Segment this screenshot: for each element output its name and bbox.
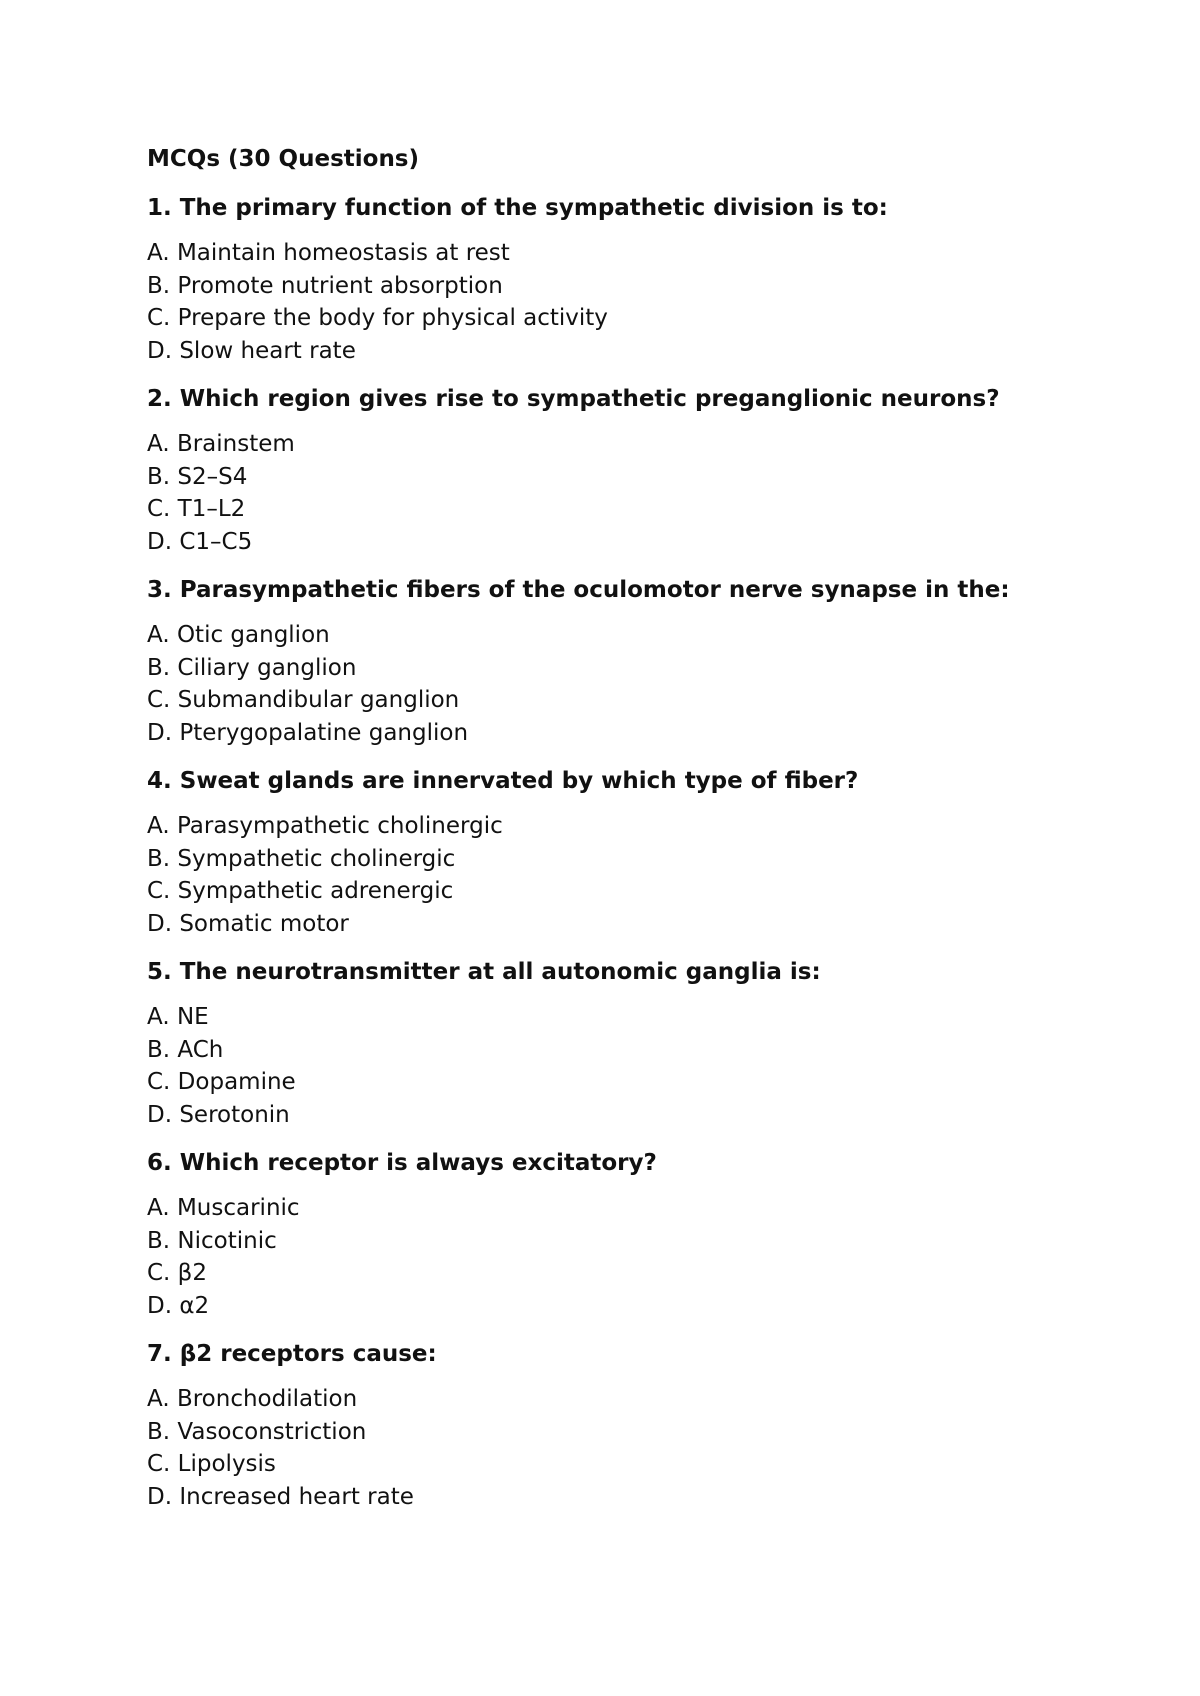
option-a: A. Otic ganglion	[147, 622, 330, 648]
option-c: C. T1–L2	[147, 496, 246, 522]
question-6	[147, 1146, 1107, 1322]
document-page	[147, 142, 1107, 1513]
question-3	[147, 573, 1107, 749]
option-d: D. Pterygopalatine ganglion	[147, 719, 469, 746]
question-1	[147, 191, 1107, 367]
option-b: B. ACh	[147, 1036, 224, 1063]
option-d: D. C1–C5	[147, 528, 253, 555]
option-c: C. Prepare the body for physical activity	[147, 305, 608, 331]
option-a: A. Brainstem	[147, 431, 295, 457]
option-c: C. Sympathetic adrenergic	[147, 878, 454, 904]
option-c: C. Submandibular ganglion	[147, 687, 460, 713]
option-a: A. Maintain homeostasis at rest	[147, 240, 510, 266]
question-text: 1. The primary function of the sympathetic division is to:	[147, 195, 888, 221]
option-c: C. β2	[147, 1260, 207, 1286]
question-text: 6. Which receptor is always excitatory?	[147, 1150, 657, 1176]
question-text: 5. The neurotransmitter at all autonomic ganglia is:	[147, 959, 821, 985]
option-b: B. S2–S4	[147, 463, 248, 490]
option-d: D. Somatic motor	[147, 910, 349, 937]
question-text: 3. Parasympathetic fibers of the oculomotor nerve synapse in the:	[147, 577, 1010, 603]
question-text: 2. Which region gives rise to sympathetic preganglionic neurons?	[147, 386, 1000, 412]
option-d: D. Increased heart rate	[147, 1483, 414, 1510]
page-title: MCQs (30 Questions)	[147, 146, 420, 172]
option-a: A. Muscarinic	[147, 1195, 300, 1221]
option-c: C. Lipolysis	[147, 1451, 276, 1477]
question-2	[147, 382, 1107, 558]
option-d: D. Slow heart rate	[147, 337, 356, 364]
question-5	[147, 955, 1107, 1131]
option-a: A. NE	[147, 1004, 209, 1030]
option-b: B. Vasoconstriction	[147, 1418, 367, 1445]
option-d: D. Serotonin	[147, 1101, 290, 1128]
question-text: 7. β2 receptors cause:	[147, 1341, 437, 1367]
option-b: B. Promote nutrient absorption	[147, 272, 503, 299]
option-b: B. Sympathetic cholinergic	[147, 845, 456, 872]
option-b: B. Nicotinic	[147, 1227, 277, 1254]
question-text: 4. Sweat glands are innervated by which type of fiber?	[147, 768, 859, 794]
question-4	[147, 764, 1107, 940]
option-c: C. Dopamine	[147, 1069, 296, 1095]
question-7	[147, 1337, 1107, 1513]
option-a: A. Parasympathetic cholinergic	[147, 813, 503, 839]
option-d: D. α2	[147, 1292, 210, 1319]
option-b: B. Ciliary ganglion	[147, 654, 357, 681]
option-a: A. Bronchodilation	[147, 1386, 358, 1412]
